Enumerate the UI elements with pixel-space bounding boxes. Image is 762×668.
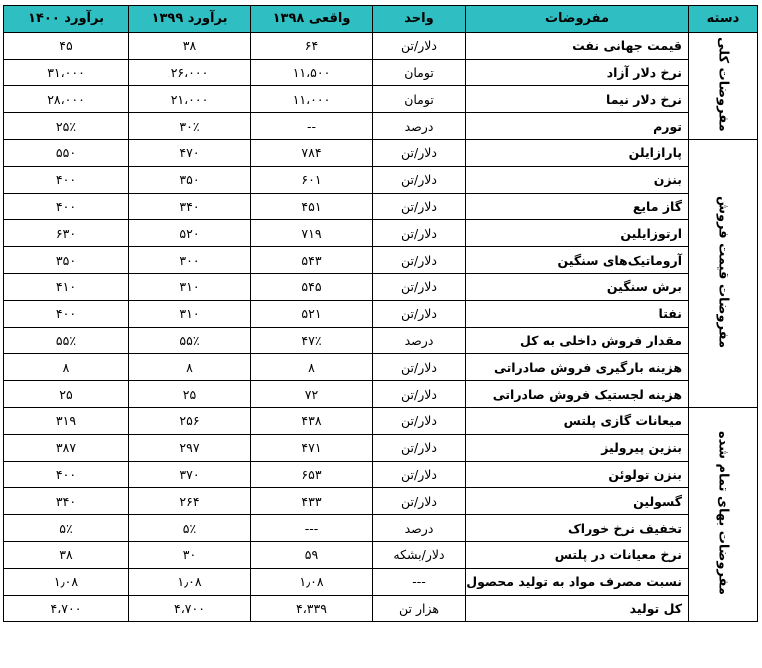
unit-cell: دلار/تن <box>373 354 466 381</box>
estimate-1400-cell: ۵٪ <box>4 515 129 542</box>
estimate-1399-cell: ۱٫۰۸ <box>129 568 251 595</box>
table-row <box>4 113 758 140</box>
table-row <box>4 407 758 434</box>
assumption-cell: بنزن تولوئن <box>466 461 689 488</box>
assumption-cell: گاز مایع <box>466 193 689 220</box>
estimate-1399-cell: ۵٪ <box>129 515 251 542</box>
actual-1398-cell: ۵۲۱ <box>251 300 373 327</box>
estimate-1400-cell: ۳۱،۰۰۰ <box>4 59 129 86</box>
assumption-cell: بنزن <box>466 166 689 193</box>
unit-cell: درصد <box>373 327 466 354</box>
estimate-1400-cell: ۴۵ <box>4 32 129 59</box>
header-unit: واحد <box>373 6 466 33</box>
actual-1398-cell: --- <box>251 515 373 542</box>
unit-cell: دلار/تن <box>373 407 466 434</box>
actual-1398-cell: ۵۴۳ <box>251 247 373 274</box>
actual-1398-cell: ۴،۳۳۹ <box>251 595 373 622</box>
assumption-cell: گسولین <box>466 488 689 515</box>
estimate-1399-cell: ۳۸ <box>129 32 251 59</box>
estimate-1400-cell: ۵۵٪ <box>4 327 129 354</box>
table-row <box>4 220 758 247</box>
category-cell <box>689 32 758 139</box>
estimate-1400-cell: ۴۰۰ <box>4 461 129 488</box>
actual-1398-cell: ۷۱۹ <box>251 220 373 247</box>
estimate-1399-cell: ۳۰۰ <box>129 247 251 274</box>
actual-1398-cell: ۶۰۱ <box>251 166 373 193</box>
actual-1398-cell: ۷۸۴ <box>251 139 373 166</box>
unit-cell: دلار/تن <box>373 220 466 247</box>
estimate-1399-cell: ۳۵۰ <box>129 166 251 193</box>
estimate-1399-cell: ۲۶۴ <box>129 488 251 515</box>
table-row <box>4 354 758 381</box>
assumption-cell: بنزین پیرولیز <box>466 434 689 461</box>
unit-cell: دلار/تن <box>373 247 466 274</box>
actual-1398-cell: ۱۱،۵۰۰ <box>251 59 373 86</box>
unit-cell: دلار/تن <box>373 488 466 515</box>
actual-1398-cell: ۶۵۳ <box>251 461 373 488</box>
assumption-cell: هزینه لجستیک فروش صادراتی <box>466 381 689 408</box>
unit-cell: دلار/بشکه <box>373 541 466 568</box>
table-row <box>4 568 758 595</box>
assumption-cell: هزینه بارگیری فروش صادراتی <box>466 354 689 381</box>
actual-1398-cell: ۱۱،۰۰۰ <box>251 86 373 113</box>
assumption-cell: پارازایلن <box>466 139 689 166</box>
estimate-1400-cell: ۴،۷۰۰ <box>4 595 129 622</box>
assumption-cell: نرخ دلار آزاد <box>466 59 689 86</box>
actual-1398-cell: ۱٫۰۸ <box>251 568 373 595</box>
assumption-cell: نسبت مصرف مواد به تولید محصول <box>466 568 689 595</box>
unit-cell: درصد <box>373 515 466 542</box>
table-row <box>4 515 758 542</box>
actual-1398-cell: ۵۴۵ <box>251 273 373 300</box>
assumption-cell: نرخ معیانات در پلتس <box>466 541 689 568</box>
estimate-1399-cell: ۵۲۰ <box>129 220 251 247</box>
estimate-1400-cell: ۲۵٪ <box>4 113 129 140</box>
actual-1398-cell: ۸ <box>251 354 373 381</box>
estimate-1400-cell: ۳۱۹ <box>4 407 129 434</box>
unit-cell: دلار/تن <box>373 32 466 59</box>
estimate-1399-cell: ۳۷۰ <box>129 461 251 488</box>
header-estimate-1399: برآورد ۱۳۹۹ <box>129 6 251 33</box>
unit-cell: دلار/تن <box>373 434 466 461</box>
unit-cell: دلار/تن <box>373 300 466 327</box>
category-label: مفروضات کلی <box>715 37 731 132</box>
table-row <box>4 59 758 86</box>
estimate-1400-cell: ۸ <box>4 354 129 381</box>
estimate-1400-cell: ۱٫۰۸ <box>4 568 129 595</box>
table-row <box>4 139 758 166</box>
unit-cell: --- <box>373 568 466 595</box>
assumption-cell: تخفیف نرخ خوراک <box>466 515 689 542</box>
estimate-1400-cell: ۴۰۰ <box>4 193 129 220</box>
table-row <box>4 32 758 59</box>
table-row <box>4 247 758 274</box>
estimate-1400-cell: ۵۵۰ <box>4 139 129 166</box>
unit-cell: دلار/تن <box>373 193 466 220</box>
category-label: مفروضات بهای تمام شده <box>715 431 731 596</box>
table-row <box>4 300 758 327</box>
estimate-1399-cell: ۳۱۰ <box>129 300 251 327</box>
table-row <box>4 273 758 300</box>
unit-cell: هزار تن <box>373 595 466 622</box>
estimate-1399-cell: ۳۴۰ <box>129 193 251 220</box>
category-label: مفروضات قیمت فروش <box>715 195 731 348</box>
estimate-1400-cell: ۳۴۰ <box>4 488 129 515</box>
actual-1398-cell: ۵۹ <box>251 541 373 568</box>
table-row <box>4 327 758 354</box>
assumption-cell: قیمت جهانی نفت <box>466 32 689 59</box>
estimate-1400-cell: ۳۸ <box>4 541 129 568</box>
estimate-1400-cell: ۳۵۰ <box>4 247 129 274</box>
estimate-1400-cell: ۲۸،۰۰۰ <box>4 86 129 113</box>
table-row <box>4 193 758 220</box>
header-category: دسته <box>689 6 758 33</box>
unit-cell: دلار/تن <box>373 166 466 193</box>
unit-cell: دلار/تن <box>373 461 466 488</box>
table-row <box>4 461 758 488</box>
estimate-1399-cell: ۸ <box>129 354 251 381</box>
estimate-1399-cell: ۴۷۰ <box>129 139 251 166</box>
estimate-1399-cell: ۴،۷۰۰ <box>129 595 251 622</box>
header-actual-1398: واقعی ۱۳۹۸ <box>251 6 373 33</box>
table-row <box>4 166 758 193</box>
estimate-1400-cell: ۴۰۰ <box>4 300 129 327</box>
actual-1398-cell: ۴۵۱ <box>251 193 373 220</box>
assumption-cell: تورم <box>466 113 689 140</box>
estimate-1400-cell: ۶۳۰ <box>4 220 129 247</box>
actual-1398-cell: ۴۷۱ <box>251 434 373 461</box>
estimate-1399-cell: ۳۰ <box>129 541 251 568</box>
estimate-1400-cell: ۳۸۷ <box>4 434 129 461</box>
estimate-1400-cell: ۴۰۰ <box>4 166 129 193</box>
header-row <box>4 6 758 33</box>
unit-cell: تومان <box>373 59 466 86</box>
estimate-1399-cell: ۳۰٪ <box>129 113 251 140</box>
assumption-cell: نفتا <box>466 300 689 327</box>
actual-1398-cell: ۴۷٪ <box>251 327 373 354</box>
table-row <box>4 541 758 568</box>
table-row <box>4 86 758 113</box>
estimate-1400-cell: ۲۵ <box>4 381 129 408</box>
assumption-cell: برش سنگین <box>466 273 689 300</box>
estimate-1399-cell: ۲۵ <box>129 381 251 408</box>
estimate-1399-cell: ۲۵۶ <box>129 407 251 434</box>
actual-1398-cell: ۶۴ <box>251 32 373 59</box>
header-assumption: مفروضات <box>466 6 689 33</box>
header-estimate-1400: برآورد ۱۴۰۰ <box>4 6 129 33</box>
actual-1398-cell: -- <box>251 113 373 140</box>
estimate-1399-cell: ۲۹۷ <box>129 434 251 461</box>
unit-cell: دلار/تن <box>373 273 466 300</box>
estimate-1399-cell: ۲۱،۰۰۰ <box>129 86 251 113</box>
actual-1398-cell: ۴۳۳ <box>251 488 373 515</box>
assumption-cell: ارتوزایلین <box>466 220 689 247</box>
actual-1398-cell: ۷۲ <box>251 381 373 408</box>
assumption-cell: نرخ دلار نیما <box>466 86 689 113</box>
unit-cell: درصد <box>373 113 466 140</box>
assumption-cell: مقدار فروش داخلی به کل <box>466 327 689 354</box>
table-row <box>4 595 758 622</box>
actual-1398-cell: ۴۳۸ <box>251 407 373 434</box>
assumptions-table <box>3 5 758 622</box>
category-cell <box>689 139 758 407</box>
category-cell <box>689 407 758 621</box>
estimate-1399-cell: ۳۱۰ <box>129 273 251 300</box>
unit-cell: تومان <box>373 86 466 113</box>
table-row <box>4 381 758 408</box>
unit-cell: دلار/تن <box>373 139 466 166</box>
estimate-1400-cell: ۴۱۰ <box>4 273 129 300</box>
estimate-1399-cell: ۲۶،۰۰۰ <box>129 59 251 86</box>
table-row <box>4 434 758 461</box>
estimate-1399-cell: ۵۵٪ <box>129 327 251 354</box>
table-row <box>4 488 758 515</box>
assumption-cell: میعانات گازی پلتس <box>466 407 689 434</box>
assumption-cell: آروماتیک‌های سنگین <box>466 247 689 274</box>
assumption-cell: کل تولید <box>466 595 689 622</box>
unit-cell: دلار/تن <box>373 381 466 408</box>
